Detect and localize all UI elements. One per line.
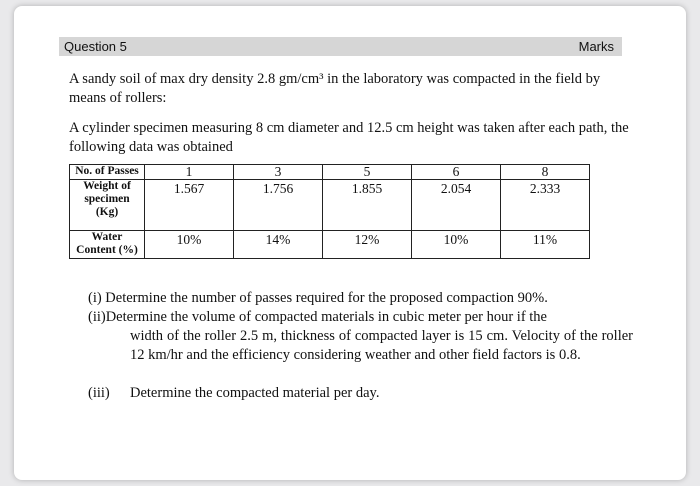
table-cell: 10% — [145, 231, 234, 259]
table-cell: 3 — [234, 165, 323, 180]
table-cell: 14% — [234, 231, 323, 259]
table-cell: 2.054 — [412, 180, 501, 231]
table-cell: 1.567 — [145, 180, 234, 231]
marks-label: Marks — [578, 39, 614, 54]
row-label-weight: Weight of specimen (Kg) — [70, 180, 145, 231]
table-cell: 6 — [412, 165, 501, 180]
row-label-passes: No. of Passes — [70, 165, 145, 180]
table-cell: 8 — [501, 165, 590, 180]
table-cell: 1.855 — [323, 180, 412, 231]
specimen-paragraph: A cylinder specimen measuring 8 cm diameter and 12.5 cm height was taken after each path, the following data was obtained — [69, 120, 629, 155]
question-header-bar — [59, 37, 622, 56]
intro-paragraph: A sandy soil of max dry density 2.8 gm/cm³ in the laboratory was compacted in the field by means of rollers: — [69, 71, 601, 106]
table-cell: 2.333 — [501, 180, 590, 231]
question-part-iii-number: (iii) — [88, 385, 110, 401]
question-title: Question 5 — [64, 39, 127, 54]
table-cell: 10% — [412, 231, 501, 259]
question-part-iii — [88, 384, 648, 403]
table-cell: 1.756 — [234, 180, 323, 231]
table-row-passes — [70, 165, 590, 180]
table-row-weight — [70, 180, 590, 231]
question-part-iii-text: Determine the compacted material per day. — [130, 385, 380, 401]
question-part-i: (i) Determine the number of passes required for the proposed compaction 90%. — [88, 290, 548, 306]
table-row-water-content — [70, 231, 590, 259]
table-cell: 1 — [145, 165, 234, 180]
table-cell: 11% — [501, 231, 590, 259]
data-table — [69, 164, 590, 259]
table-cell: 12% — [323, 231, 412, 259]
question-part-ii-continuation: width of the roller 2.5 m, thickness of compacted layer is 15 cm. Velocity of the roller 12 km/hr and the efficiency considering weather and other field factors is 0.8. — [130, 328, 633, 363]
row-label-water-content: Water Content (%) — [70, 231, 145, 259]
question-part-ii-first-line: (ii)Determine the volume of compacted materials in cubic meter per hour if the — [88, 309, 547, 325]
table-cell: 5 — [323, 165, 412, 180]
question-part-ii — [88, 308, 633, 365]
